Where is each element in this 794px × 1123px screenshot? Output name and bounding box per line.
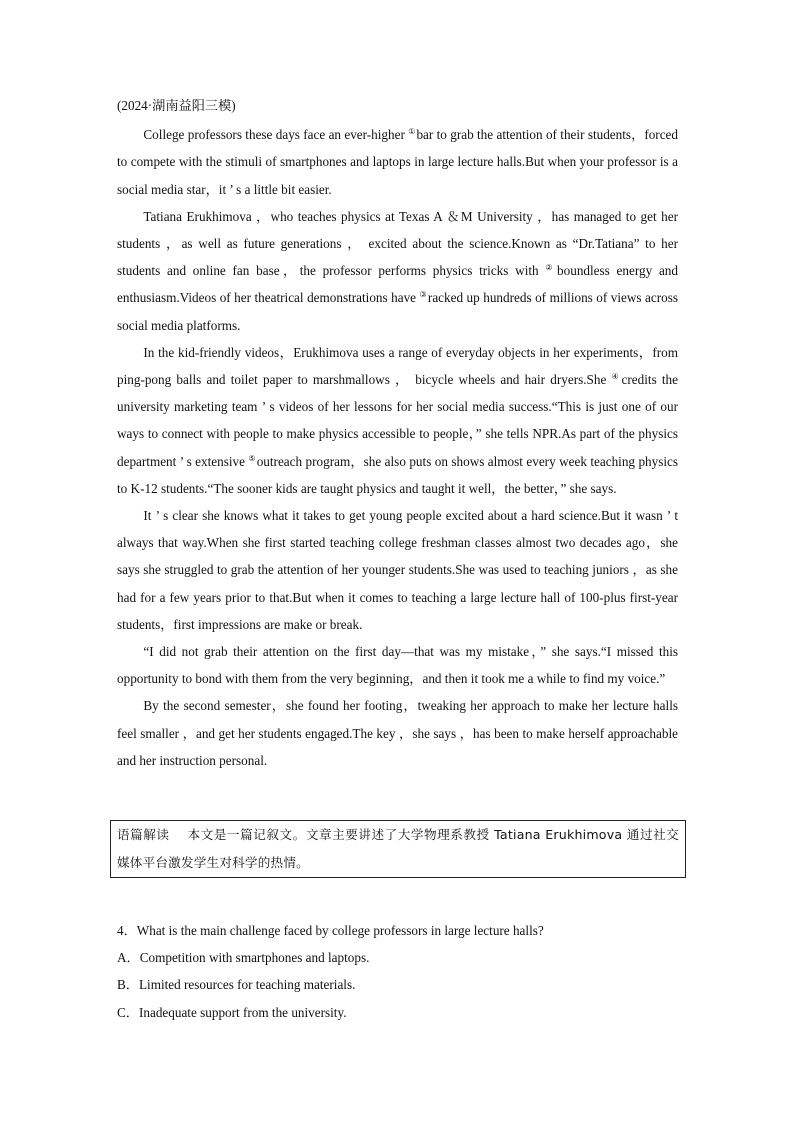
text-run: In the kid-friendly videos，Erukhimova uses a range of everyday objects in her experiments，from ping-pong balls and toilet paper to marshmallows ， bicycle wheels and hair dryers.She [117, 344, 678, 388]
question-block [117, 917, 678, 1026]
annotation-marker: ③ [419, 290, 427, 300]
text-run: credits the university marketing team ’ s videos of her lessons for her social media success.“This is just one of our ways to connect with people to make physics accessible to people，” she tells NPR.As part of the physics department ’ s extensive [117, 372, 678, 469]
option-a[interactable]: A．Competition with smartphones and laptops. [117, 950, 370, 966]
text-run: boundless energy and enthusiasm.Videos of her theatrical demonstrations have [117, 263, 678, 306]
option-b[interactable]: B．Limited resources for teaching materials. [117, 977, 356, 993]
paragraph [117, 339, 678, 502]
paragraph [117, 638, 678, 692]
text-run: Tatiana Erukhimova ，who teaches physics at Texas A ＆M University ，has managed to get her students ，as well as future generations ， excited about the science.Known as “Dr.Tatiana” to her students and online fan base，the professor performs physics tricks with [117, 208, 678, 279]
source-label: (2024·湖南益阳三模) [117, 98, 236, 113]
text-run: College professors these days face an ever-higher [143, 127, 409, 143]
option-c[interactable]: C．Inadequate support from the university. [117, 1004, 347, 1020]
summary-box [110, 820, 686, 878]
text-run: “I did not grab their attention on the first day—that was my mistake，” she says.“I missed this opportunity to bond with them from the very beginning，and then it took me a while to find my voice.” [117, 644, 678, 687]
annotation-marker: ② [545, 263, 557, 273]
summary-text [117, 821, 679, 877]
text-run: By the second semester，she found her footing，tweaking her approach to make her lecture halls feel smaller ，and get her students engaged.The key ，she says ，has been to make herself approachable and her instruction personal. [117, 698, 678, 768]
annotation-marker: ④ [611, 372, 621, 382]
text-run: bar to grab the attention of their students，forced to compete with the stimuli of smartphones and laptops in large lecture halls.But when your professor is a social media star，it ’ s a little bit easier. [117, 127, 679, 197]
paragraph [117, 121, 678, 203]
question-stem: 4．What is the main challenge faced by college professors in large lecture halls? [117, 923, 544, 938]
annotation-marker: ⑤ [248, 453, 256, 463]
paragraph [117, 692, 678, 774]
summary-label: 语篇解读 [117, 827, 170, 842]
paragraph [117, 203, 678, 339]
passage-body [117, 121, 678, 774]
text-run: outreach program，she also puts on shows almost every week teaching physics to K-12 students.“The sooner kids are taught physics and taught it well，the better，” she says. [117, 453, 679, 496]
paragraph [117, 502, 678, 638]
summary-content: 本文是一篇记叙文。文章主要讲述了大学物理系教授 Tatiana Erukhimova 通过社交媒体平台激发学生对科学的热情。 [117, 827, 679, 870]
annotation-marker: ① [408, 127, 416, 137]
passage [117, 92, 678, 774]
text-run: It ’ s clear she knows what it takes to get young people excited about a hard science.But it wasn ’ t always that way.When she first started teaching college freshman classes almost two decades ago，she says she struggled to grab the attention of her younger students.She was used to teaching juniors ，as she had for a few years prior to that.But when it comes to teaching a large lecture hall of 100-plus first-year students，first impressions are make or break. [117, 508, 678, 632]
text-run: racked up hundreds of millions of views across social media platforms. [117, 290, 678, 333]
